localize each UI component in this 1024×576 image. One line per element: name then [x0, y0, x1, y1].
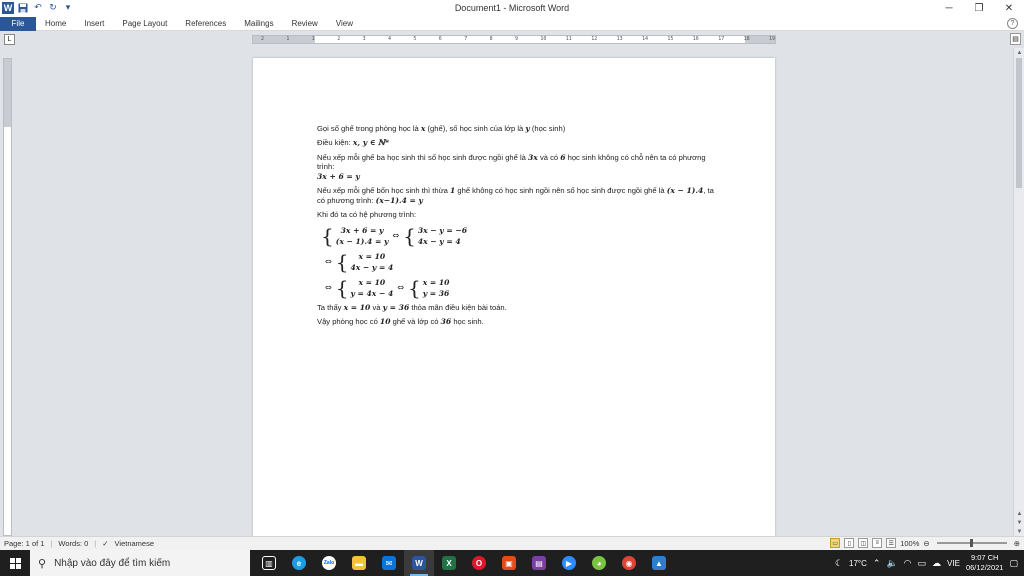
chrome-icon[interactable]: ◉ — [614, 550, 644, 576]
proofing-icon[interactable]: ✓ — [102, 539, 109, 548]
previous-page-icon[interactable]: ▲ — [1016, 510, 1023, 517]
input-language[interactable]: VIE — [947, 558, 960, 568]
weather-temperature[interactable]: 17°C — [849, 558, 867, 568]
ruler-tick-label: 13 — [616, 36, 623, 42]
windows-logo-icon — [10, 558, 21, 569]
search-placeholder: Nhập vào đây để tìm kiếm — [54, 557, 171, 569]
office-icon[interactable]: ▣ — [494, 550, 524, 576]
battery-icon[interactable]: ▭ — [917, 557, 927, 568]
next-page-icon[interactable]: ▼ — [1016, 519, 1023, 526]
outline-view-icon[interactable]: ≡ — [872, 538, 882, 548]
vertical-ruler[interactable] — [3, 58, 12, 536]
network-icon[interactable]: ◠ — [903, 557, 912, 568]
taskbar-search-box[interactable] — [30, 550, 250, 576]
vertical-ruler-top-margin — [4, 59, 11, 127]
equation-system-3: ⇔ { x = 10 y = 4x − 4 ⇔ { x = 10 y = 36 — [325, 275, 450, 300]
photos-icon[interactable]: ▲ — [644, 550, 674, 576]
restore-button[interactable]: ❐ — [974, 3, 984, 14]
ruler-ticks — [253, 36, 775, 43]
close-button[interactable]: ✕ — [1004, 3, 1014, 14]
coccoc-icon[interactable]: ◕ — [584, 550, 614, 576]
search-icon: ⚲ — [38, 557, 47, 570]
tab-references[interactable]: References — [185, 19, 227, 28]
task-view-icon[interactable]: ▥ — [254, 550, 284, 576]
ruler-tick-label: 14 — [642, 36, 649, 42]
opera-icon[interactable]: O — [464, 550, 494, 576]
ruler-tick-label: 18 — [743, 36, 750, 42]
undo-icon[interactable]: ↶ — [34, 2, 42, 12]
onedrive-icon[interactable]: ☁ — [932, 557, 942, 568]
scrollbar-thumb[interactable] — [1016, 58, 1022, 188]
equivalence-symbol: ⇔ — [392, 230, 400, 240]
language-indicator[interactable]: Vietnamese — [114, 539, 155, 548]
tab-insert[interactable]: Insert — [84, 19, 105, 28]
zoom-slider[interactable] — [937, 542, 1007, 544]
clock-date: 06/12/2021 — [965, 563, 1004, 572]
draft-view-icon[interactable]: ☰ — [886, 538, 896, 548]
zoom-icon[interactable]: ▶ — [554, 550, 584, 576]
tab-view[interactable]: View — [335, 19, 353, 28]
ruler-tick-label: 7 — [464, 36, 468, 42]
document-workspace — [0, 48, 1024, 536]
start-button[interactable] — [0, 550, 30, 576]
notification-icon[interactable]: ▢ — [1009, 557, 1018, 568]
tab-mailings[interactable]: Mailings — [244, 19, 274, 28]
show-hidden-icons-icon[interactable]: ⌃ — [872, 557, 881, 568]
ruler-tick-label: 2 — [337, 36, 341, 42]
zoom-slider-knob[interactable] — [970, 539, 973, 547]
ruler-bar — [0, 31, 1024, 48]
window-controls — [934, 0, 1024, 17]
customize-qat-icon[interactable]: ▾ — [65, 2, 71, 12]
ruler-tick-label: 5 — [413, 36, 417, 42]
horizontal-ruler[interactable] — [252, 35, 776, 44]
equation-system-2: ⇔ { x = 10 4x − y = 4 — [325, 249, 394, 274]
help-icon[interactable]: ? — [1007, 18, 1018, 29]
ruler-tick-label: 3 — [362, 36, 366, 42]
ruler-tick-label: 11 — [565, 36, 572, 42]
volume-icon[interactable]: 🔈 — [886, 557, 898, 568]
ruler-tick-label: 19 — [769, 36, 776, 42]
print-layout-view-icon[interactable]: ▭ — [830, 538, 840, 548]
ribbon-tabs — [0, 17, 1024, 31]
clock-time: 9:07 CH — [970, 553, 999, 562]
taskbar-apps — [254, 550, 674, 576]
windows-taskbar — [0, 550, 1024, 576]
ruler-tick-label: 15 — [667, 36, 674, 42]
tab-stop-selector[interactable]: L — [4, 34, 15, 45]
winrar-icon[interactable]: ▤ — [524, 550, 554, 576]
document-page[interactable] — [253, 58, 775, 536]
ruler-tick-label: 8 — [489, 36, 493, 42]
paragraph-4: Nếu xếp mỗi ghế bốn học sinh thì thừa 1 ghế không có học sinh ngồi nên số học sinh được ngồi ghế là (x − 1).4, ta có phương trình: (x−1).4 = y — [317, 186, 714, 205]
system-tray — [835, 550, 1024, 576]
weather-icon[interactable]: ☾ — [834, 557, 844, 568]
scroll-down-icon[interactable]: ▼ — [1016, 528, 1023, 535]
ruler-tick-label: 16 — [692, 36, 699, 42]
web-layout-icon[interactable]: ◫ — [858, 538, 868, 548]
zoom-in-icon[interactable]: ⊕ — [1013, 538, 1020, 548]
scroll-up-icon[interactable]: ▲ — [1016, 49, 1023, 56]
ruler-tick-label: 10 — [540, 36, 547, 42]
title-bar — [0, 0, 1024, 17]
page-count[interactable]: Page: 1 of 1 — [4, 539, 45, 548]
file-explorer-icon[interactable]: ▬ — [344, 550, 374, 576]
paragraph-7: Vậy phòng học có 10 ghế và lớp có 36 học sinh. — [317, 317, 484, 327]
zoom-level[interactable]: 100% — [900, 538, 920, 548]
tab-review[interactable]: Review — [291, 19, 318, 28]
equivalence-symbol: ⇔ — [397, 282, 404, 292]
ruler-tick-label: 9 — [515, 36, 519, 42]
document-body[interactable] — [317, 124, 717, 332]
ruler-tick-label: 1 — [311, 36, 315, 42]
ruler-tick-label: 2 — [261, 36, 265, 42]
edge-icon[interactable]: e — [284, 550, 314, 576]
vertical-scrollbar[interactable] — [1013, 48, 1024, 536]
zalo-icon[interactable]: Zalo — [314, 550, 344, 576]
equation-system-1: { 3x + 6 = y (x − 1).4 = y ⇔ { 3x − y = −6 4x − y = 4 — [321, 223, 467, 248]
ruler-tick-label: 4 — [388, 36, 392, 42]
window-title: Document1 - Microsoft Word — [454, 3, 570, 13]
word-count[interactable]: Words: 0 — [58, 539, 89, 548]
paragraph-5: Khi đó ta có hệ phương trình: — [317, 210, 417, 220]
word-taskbar-icon[interactable]: W — [404, 550, 434, 576]
tab-page-layout[interactable]: Page Layout — [122, 19, 168, 28]
zoom-out-icon[interactable]: ⊖ — [923, 538, 930, 548]
paragraph-2: Điều kiện: x, y ∈ ℕ* — [317, 138, 389, 148]
ruler-tick-label: 12 — [591, 36, 598, 42]
word-app-icon[interactable]: W — [3, 2, 13, 13]
mail-icon[interactable]: ✉ — [374, 550, 404, 576]
equivalence-symbol: ⇔ — [325, 282, 332, 292]
ruler-tick-label: 1 — [286, 36, 290, 42]
tab-home[interactable]: Home — [45, 19, 67, 28]
taskbar-clock[interactable] — [966, 553, 1004, 573]
ruler-tick-label: 17 — [718, 36, 725, 42]
equivalence-symbol: ⇔ — [325, 256, 332, 266]
view-ruler-icon[interactable]: ▤ — [1010, 33, 1021, 45]
excel-icon[interactable]: X — [434, 550, 464, 576]
paragraph-6: Ta thấy x = 10 và y = 36 thỏa mãn điều kiện bài toán. — [317, 302, 507, 312]
paragraph-1: Gọi số ghế trong phòng học là x (ghế), số học sinh của lớp là y (học sinh) — [317, 124, 566, 133]
tab-file[interactable]: File — [0, 17, 36, 31]
redo-icon[interactable]: ↻ — [49, 2, 57, 12]
status-bar: Page: 1 of 1 | Words: 0 | ✓ Vietnamese ▭ ▯ ◫ ≡ ☰ 100% ⊖ ⊕ — [0, 536, 1024, 550]
ruler-tick-label: 6 — [438, 36, 442, 42]
minimize-button[interactable]: ─ — [945, 3, 953, 14]
full-screen-reading-icon[interactable]: ▯ — [844, 538, 854, 548]
paragraph-3: Nếu xếp mỗi ghế ba học sinh thì số học sinh được ngồi ghế là 3x và có 6 học sinh không có chỗ nên ta có phương trình: 3x + 6 = y — [317, 152, 706, 181]
